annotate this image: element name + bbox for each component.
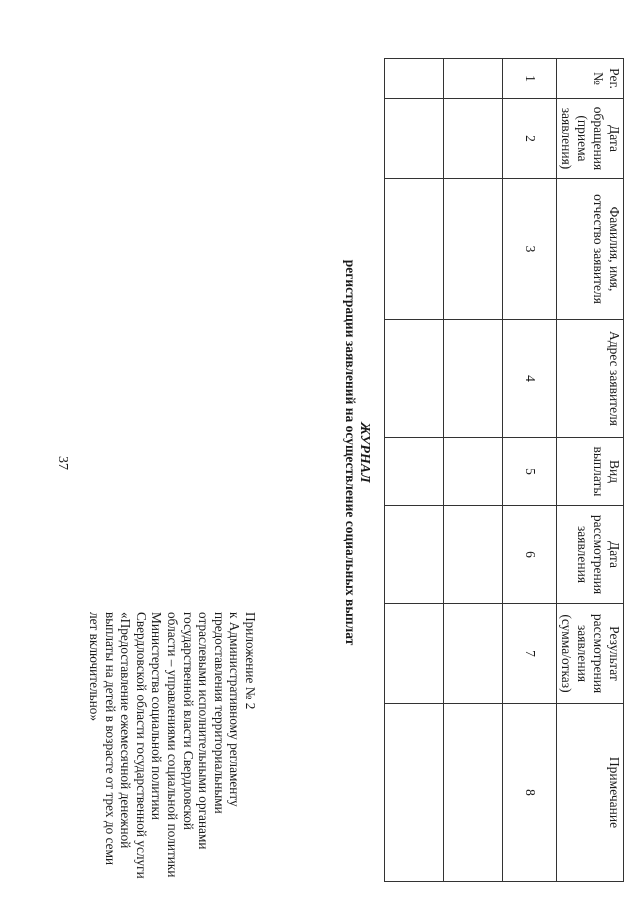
table-cell [385, 99, 444, 179]
table-header-row [557, 59, 624, 882]
table-cell [385, 438, 444, 506]
journal-title: ЖУРНАЛ [357, 422, 372, 483]
appendix-line: государственной власти Свердловской [180, 612, 196, 831]
column-number: 5 [503, 438, 557, 506]
table-row [444, 59, 503, 882]
column-header-reg-number: Рег. № [557, 59, 624, 99]
table-row [385, 59, 444, 882]
table-cell [444, 179, 503, 320]
column-number: 6 [503, 506, 557, 604]
column-number-row [503, 59, 557, 882]
appendix-line: лет включительно» [87, 612, 103, 722]
column-header-review-date: Дата рассмотрения заявления [557, 506, 624, 604]
table-cell [385, 320, 444, 438]
appendix-line: Министерства социальной политики [149, 612, 165, 821]
appendix-line: предоставления территориальными [211, 612, 227, 814]
column-number: 4 [503, 320, 557, 438]
table-cell [444, 506, 503, 604]
column-header-note: Примечание [557, 704, 624, 882]
table-cell [444, 604, 503, 704]
column-number: 8 [503, 704, 557, 882]
page-number: 37 [55, 456, 70, 470]
column-number: 1 [503, 59, 557, 99]
appendix-line: «Предоставление ежемесячной денежной [118, 612, 134, 849]
table-cell [444, 438, 503, 506]
appendix-block [86, 612, 258, 880]
appendix-line: Приложение № 2 [243, 612, 258, 710]
appendix-line: выплаты на детей в возрасте от трех до семи [102, 612, 118, 866]
column-header-applicant-name: Фамилия, имя, отчество заявителя [557, 179, 624, 320]
table-cell [385, 604, 444, 704]
table-cell [444, 59, 503, 99]
journal-heading [343, 60, 371, 845]
table-cell [385, 506, 444, 604]
column-number: 3 [503, 179, 557, 320]
column-header-application-date: Дата обращения (приема заявления) [557, 99, 624, 179]
table-cell [444, 99, 503, 179]
column-number: 7 [503, 604, 557, 704]
table-cell [444, 704, 503, 882]
appendix-line: Свердловской области государственной услуги [133, 612, 149, 879]
column-header-payment-type: Вид выплаты [557, 438, 624, 506]
table-cell [444, 320, 503, 438]
table-cell [385, 59, 444, 99]
registration-journal-table [384, 58, 624, 882]
table-cell [385, 704, 444, 882]
appendix-line: к Административному регламенту [227, 612, 243, 807]
appendix-line: области – управлениями социальной политики [165, 612, 181, 878]
table-cell [385, 179, 444, 320]
column-number: 2 [503, 99, 557, 179]
column-header-applicant-address: Адрес заявителя [557, 320, 624, 438]
column-header-review-result: Результат рассмотрения заявления (сумма/отказ) [557, 604, 624, 704]
appendix-line: отраслевыми исполнительными органами [196, 612, 212, 850]
journal-subtitle: регистрации заявлений на осуществление социальных выплат [343, 259, 358, 646]
